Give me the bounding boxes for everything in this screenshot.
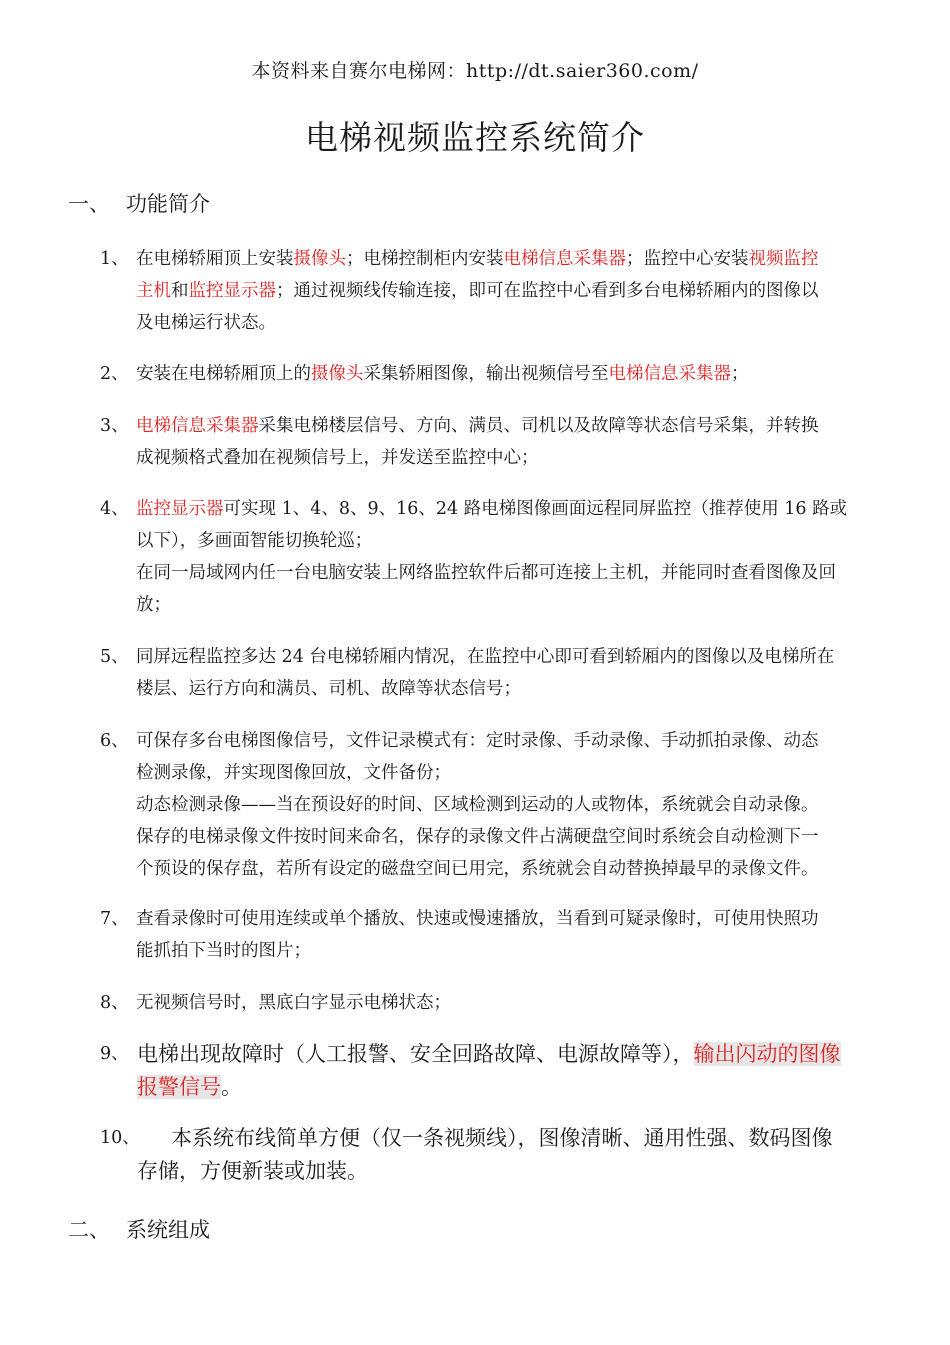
section-number: 二、 (68, 1218, 110, 1242)
text-line: 个预设的保存盘，若所有设定的磁盘空间已用完，系统就会自动替换掉最早的录像文件。 (136, 859, 819, 879)
text: 安装在电梯轿厢顶上的 (136, 364, 311, 384)
text-line: 以下），多画面智能切换轮巡； (136, 531, 373, 551)
text-line: 存储，方便新装或加装。 (137, 1159, 368, 1183)
text-line: 成视频格式叠加在视频信号上，并发送至监控中心； (136, 448, 539, 468)
highlight-term: 主机 (136, 281, 171, 301)
document-title: 电梯视频监控系统简介 (305, 118, 645, 157)
text: 采集电梯楼层信号、方向、满员、司机以及故障等状态信号采集，并转换 (258, 416, 819, 436)
list-item-3 (100, 410, 900, 474)
list-item-4 (100, 493, 900, 621)
list-item-7 (100, 903, 900, 967)
highlighted-term: 报警信号 (137, 1075, 221, 1099)
text-line: 检测录像，并实现图像回放，文件备份； (136, 763, 451, 783)
text: ； (731, 364, 749, 384)
section-heading-2 (68, 1214, 210, 1244)
text: 电梯出现故障时（人工报警、安全回路故障、电源故障等）， (137, 1042, 694, 1066)
item-index: 10、 (100, 1128, 140, 1148)
highlight-term: 摄像头 (293, 249, 346, 269)
text: ；电梯控制柜内安装 (346, 249, 504, 269)
list-item-8 (100, 987, 900, 1019)
item-index: 9、 (100, 1044, 129, 1064)
text: 和 (171, 281, 189, 301)
highlight-term: 电梯信息采集器 (136, 416, 259, 436)
highlight-term: 监控显示器 (188, 281, 276, 301)
item-index: 2、 (100, 364, 129, 384)
item-index: 4、 (100, 499, 129, 519)
text-line: 放； (136, 595, 171, 615)
highlight-term: 监控显示器 (136, 499, 224, 519)
text-line: 能抓拍下当时的图片； (136, 941, 311, 961)
text-line: 可保存多台电梯图像信号，文件记录模式有：定时录像、手动录像、手动抓拍录像、动态 (136, 731, 819, 751)
item-index: 7、 (100, 909, 129, 929)
text: 采集轿厢图像，输出视频信号至 (363, 364, 609, 384)
text-line: 查看录像时可使用连续或单个播放、快速或慢速播放，当看到可疑录像时，可使用快照功 (136, 909, 819, 929)
highlight-term: 电梯信息采集器 (503, 249, 626, 269)
text-line: 在同一局域网内任一台电脑安装上网络监控软件后都可连接上主机，并能同时查看图像及回 (136, 563, 836, 583)
item-index: 1、 (100, 249, 129, 269)
text-line: 及电梯运行状态。 (136, 313, 276, 333)
text: ；监控中心安装 (626, 249, 749, 269)
section-heading-1 (68, 188, 210, 218)
section-label: 系统组成 (126, 1218, 210, 1242)
text-line: 同屏远程监控多达 24 台电梯轿厢内情况，在监控中心即可看到轿厢内的图像以及电梯所在 (136, 647, 835, 667)
item-index: 3、 (100, 416, 129, 436)
text-line: 动态检测录像——当在预设好的时间、区域检测到运动的人或物体，系统就会自动录像。 (136, 795, 819, 815)
item-index: 5、 (100, 647, 129, 667)
text: 在电梯轿厢顶上安装 (136, 249, 294, 269)
text-line: 本系统布线简单方便（仅一条视频线），图像清晰、通用性强、数码图像 (171, 1126, 833, 1150)
list-item-6 (100, 725, 900, 885)
section-number: 一、 (68, 192, 110, 216)
highlight-term: 视频监控 (748, 249, 819, 269)
text-line: 保存的电梯录像文件按时间来命名，保存的录像文件占满硬盘空间时系统会自动检测下一 (136, 827, 819, 847)
highlight-term: 电梯信息采集器 (608, 364, 731, 384)
list-item-10 (100, 1122, 900, 1188)
text-line: 楼层、运行方向和满员、司机、故障等状态信号； (136, 679, 521, 699)
list-item-1 (100, 243, 900, 339)
list-item-5 (100, 641, 900, 705)
list-item-2 (100, 358, 900, 390)
highlight-term: 摄像头 (311, 364, 364, 384)
item-index: 8、 (100, 993, 129, 1013)
list-item-9 (100, 1038, 900, 1104)
text: 。 (221, 1075, 242, 1099)
text: ；通过视频线传输连接，即可在监控中心看到多台电梯轿厢内的图像以 (276, 281, 819, 301)
section-label: 功能简介 (126, 192, 210, 216)
text-line: 无视频信号时，黑底白字显示电梯状态； (136, 993, 451, 1013)
text: 可实现 1、4、8、9、16、24 路电梯图像画面远程同屏监控（推荐使用 16 路或 (223, 499, 848, 519)
highlighted-term: 输出闪动的图像 (693, 1042, 841, 1066)
source-line: 本资料来自赛尔电梯网：http://dt.saier360.com/ (251, 60, 699, 82)
item-index: 6、 (100, 731, 129, 751)
